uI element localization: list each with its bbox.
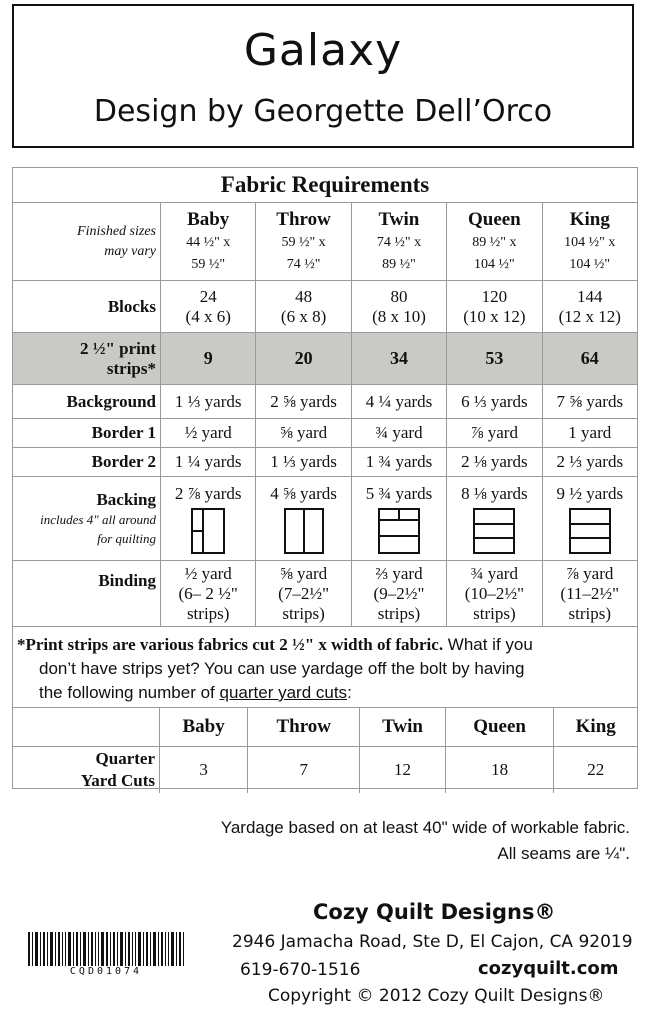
backing-note: includes 4" all around for quilting bbox=[40, 511, 156, 546]
background-twin: 4 ¼ yards bbox=[351, 385, 446, 419]
backing-panel-outline bbox=[570, 509, 610, 553]
quarter-baby: 3 bbox=[160, 747, 248, 794]
border2-queen: 2 ⅛ yards bbox=[447, 448, 542, 477]
backing-diagram-throw bbox=[284, 508, 324, 554]
quarter-col-king: King bbox=[554, 708, 637, 747]
company-name: Cozy Quilt Designs® bbox=[313, 900, 556, 924]
backing-king: 9 ½ yards bbox=[542, 477, 637, 561]
company-address: 2946 Jamacha Road, Ste D, El Cajon, CA 92019 bbox=[232, 932, 633, 952]
binding-twin: ⅔ yard (9–2½" strips) bbox=[351, 561, 446, 627]
border2-label: Border 2 bbox=[13, 448, 161, 477]
border2-row bbox=[13, 448, 638, 477]
border2-throw: 1 ⅓ yards bbox=[256, 448, 351, 477]
background-throw: 2 ⅝ yards bbox=[256, 385, 351, 419]
strips-king: 64 bbox=[542, 333, 637, 385]
border1-twin: ¾ yard bbox=[351, 419, 446, 448]
designer-credit: Design by Georgette Dell’Orco bbox=[93, 94, 553, 129]
border1-baby: ½ yard bbox=[161, 419, 256, 448]
border1-label: Border 1 bbox=[13, 419, 161, 448]
blocks-throw: 48 (6 x 8) bbox=[256, 281, 351, 333]
backing-baby: 2 ⅞ yards bbox=[161, 477, 256, 561]
size-col-queen: Queen 89 ½" x 104 ½" bbox=[447, 203, 542, 281]
backing-label: Backing includes 4" all around for quilting bbox=[13, 477, 161, 561]
border2-baby: 1 ¼ yards bbox=[161, 448, 256, 477]
quarter-col-queen: Queen bbox=[445, 708, 554, 747]
quarter-yard-note-box bbox=[12, 626, 638, 789]
quarter-queen: 18 bbox=[445, 747, 554, 794]
company-website[interactable]: cozyquilt.com bbox=[478, 958, 619, 979]
blocks-label: Blocks bbox=[13, 281, 161, 333]
binding-baby: ½ yard (6– 2 ½" strips) bbox=[161, 561, 256, 627]
quarter-king: 22 bbox=[554, 747, 637, 794]
quarter-twin: 12 bbox=[360, 747, 445, 794]
strips-row bbox=[13, 333, 638, 385]
strips-twin: 34 bbox=[351, 333, 446, 385]
barcode bbox=[28, 932, 184, 966]
table-title: Fabric Requirements bbox=[13, 168, 638, 203]
title-box bbox=[12, 4, 634, 148]
backing-throw: 4 ⅝ yards bbox=[256, 477, 351, 561]
background-queen: 6 ⅓ yards bbox=[447, 385, 542, 419]
quarter-yard-cuts-table bbox=[13, 707, 637, 793]
blocks-twin: 80 (8 x 10) bbox=[351, 281, 446, 333]
blocks-king: 144 (12 x 12) bbox=[542, 281, 637, 333]
quarter-col-twin: Twin bbox=[360, 708, 445, 747]
quarter-throw: 7 bbox=[248, 747, 360, 794]
binding-throw: ⅝ yard (7–2½" strips) bbox=[256, 561, 351, 627]
blocks-row bbox=[13, 281, 638, 333]
backing-diagram-twin bbox=[378, 508, 420, 554]
border1-king: 1 yard bbox=[542, 419, 637, 448]
backing-twin: 5 ¾ yards bbox=[351, 477, 446, 561]
strips-queen: 53 bbox=[447, 333, 542, 385]
barcode-bars bbox=[28, 932, 184, 966]
binding-label: Binding bbox=[13, 561, 161, 627]
binding-queen: ¾ yard (10–2½" strips) bbox=[447, 561, 542, 627]
quarter-col-baby: Baby bbox=[160, 708, 248, 747]
quarter-col-throw: Throw bbox=[248, 708, 360, 747]
strips-label: 2 ½" print strips* bbox=[13, 333, 161, 385]
sizes-label: Finished sizes may vary bbox=[13, 203, 161, 281]
background-king: 7 ⅝ yards bbox=[542, 385, 637, 419]
pattern-title: Galaxy bbox=[243, 25, 403, 76]
size-col-twin: Twin 74 ½" x 89 ½" bbox=[351, 203, 446, 281]
backing-row bbox=[13, 477, 638, 561]
sizes-row bbox=[13, 203, 638, 281]
quarter-values-row bbox=[13, 747, 637, 794]
strips-baby: 9 bbox=[161, 333, 256, 385]
border2-twin: 1 ¾ yards bbox=[351, 448, 446, 477]
background-row bbox=[13, 385, 638, 419]
company-phone: 619-670-1516 bbox=[240, 960, 361, 980]
background-baby: 1 ⅓ yards bbox=[161, 385, 256, 419]
fabric-requirements-table bbox=[12, 167, 638, 627]
border1-queen: ⅞ yard bbox=[447, 419, 542, 448]
border2-king: 2 ⅓ yards bbox=[542, 448, 637, 477]
barcode-number: CQD01074 bbox=[69, 966, 143, 977]
backing-queen: 8 ⅛ yards bbox=[447, 477, 542, 561]
blocks-baby: 24 (4 x 6) bbox=[161, 281, 256, 333]
backing-panel-outline bbox=[474, 509, 514, 553]
border1-row bbox=[13, 419, 638, 448]
border1-throw: ⅝ yard bbox=[256, 419, 351, 448]
copyright: Copyright © 2012 Cozy Quilt Designs® bbox=[268, 986, 605, 1006]
quarter-header-empty bbox=[13, 708, 160, 747]
blocks-queen: 120 (10 x 12) bbox=[447, 281, 542, 333]
background-label: Background bbox=[13, 385, 161, 419]
print-strips-note: *Print strips are various fabrics cut 2 ½" x width of fabric. What if you don’t have strips yet? You can use yardage off the bolt by having the following number of quarter yard cuts: bbox=[17, 635, 533, 702]
quarter-header-row bbox=[13, 708, 637, 747]
size-col-baby: Baby 44 ½" x 59 ½" bbox=[161, 203, 256, 281]
quarter-label: Quarter Yard Cuts bbox=[13, 747, 160, 794]
strips-throw: 20 bbox=[256, 333, 351, 385]
yardage-note: Yardage based on at least 40" wide of workable fabric. All seams are ¼". bbox=[220, 818, 630, 863]
size-col-king: King 104 ½" x 104 ½" bbox=[542, 203, 637, 281]
backing-diagram-baby bbox=[191, 508, 225, 554]
binding-row bbox=[13, 561, 638, 627]
backing-diagram-queen bbox=[473, 508, 515, 554]
binding-king: ⅞ yard (11–2½" strips) bbox=[542, 561, 637, 627]
size-col-throw: Throw 59 ½" x 74 ½" bbox=[256, 203, 351, 281]
backing-diagram-king bbox=[569, 508, 611, 554]
